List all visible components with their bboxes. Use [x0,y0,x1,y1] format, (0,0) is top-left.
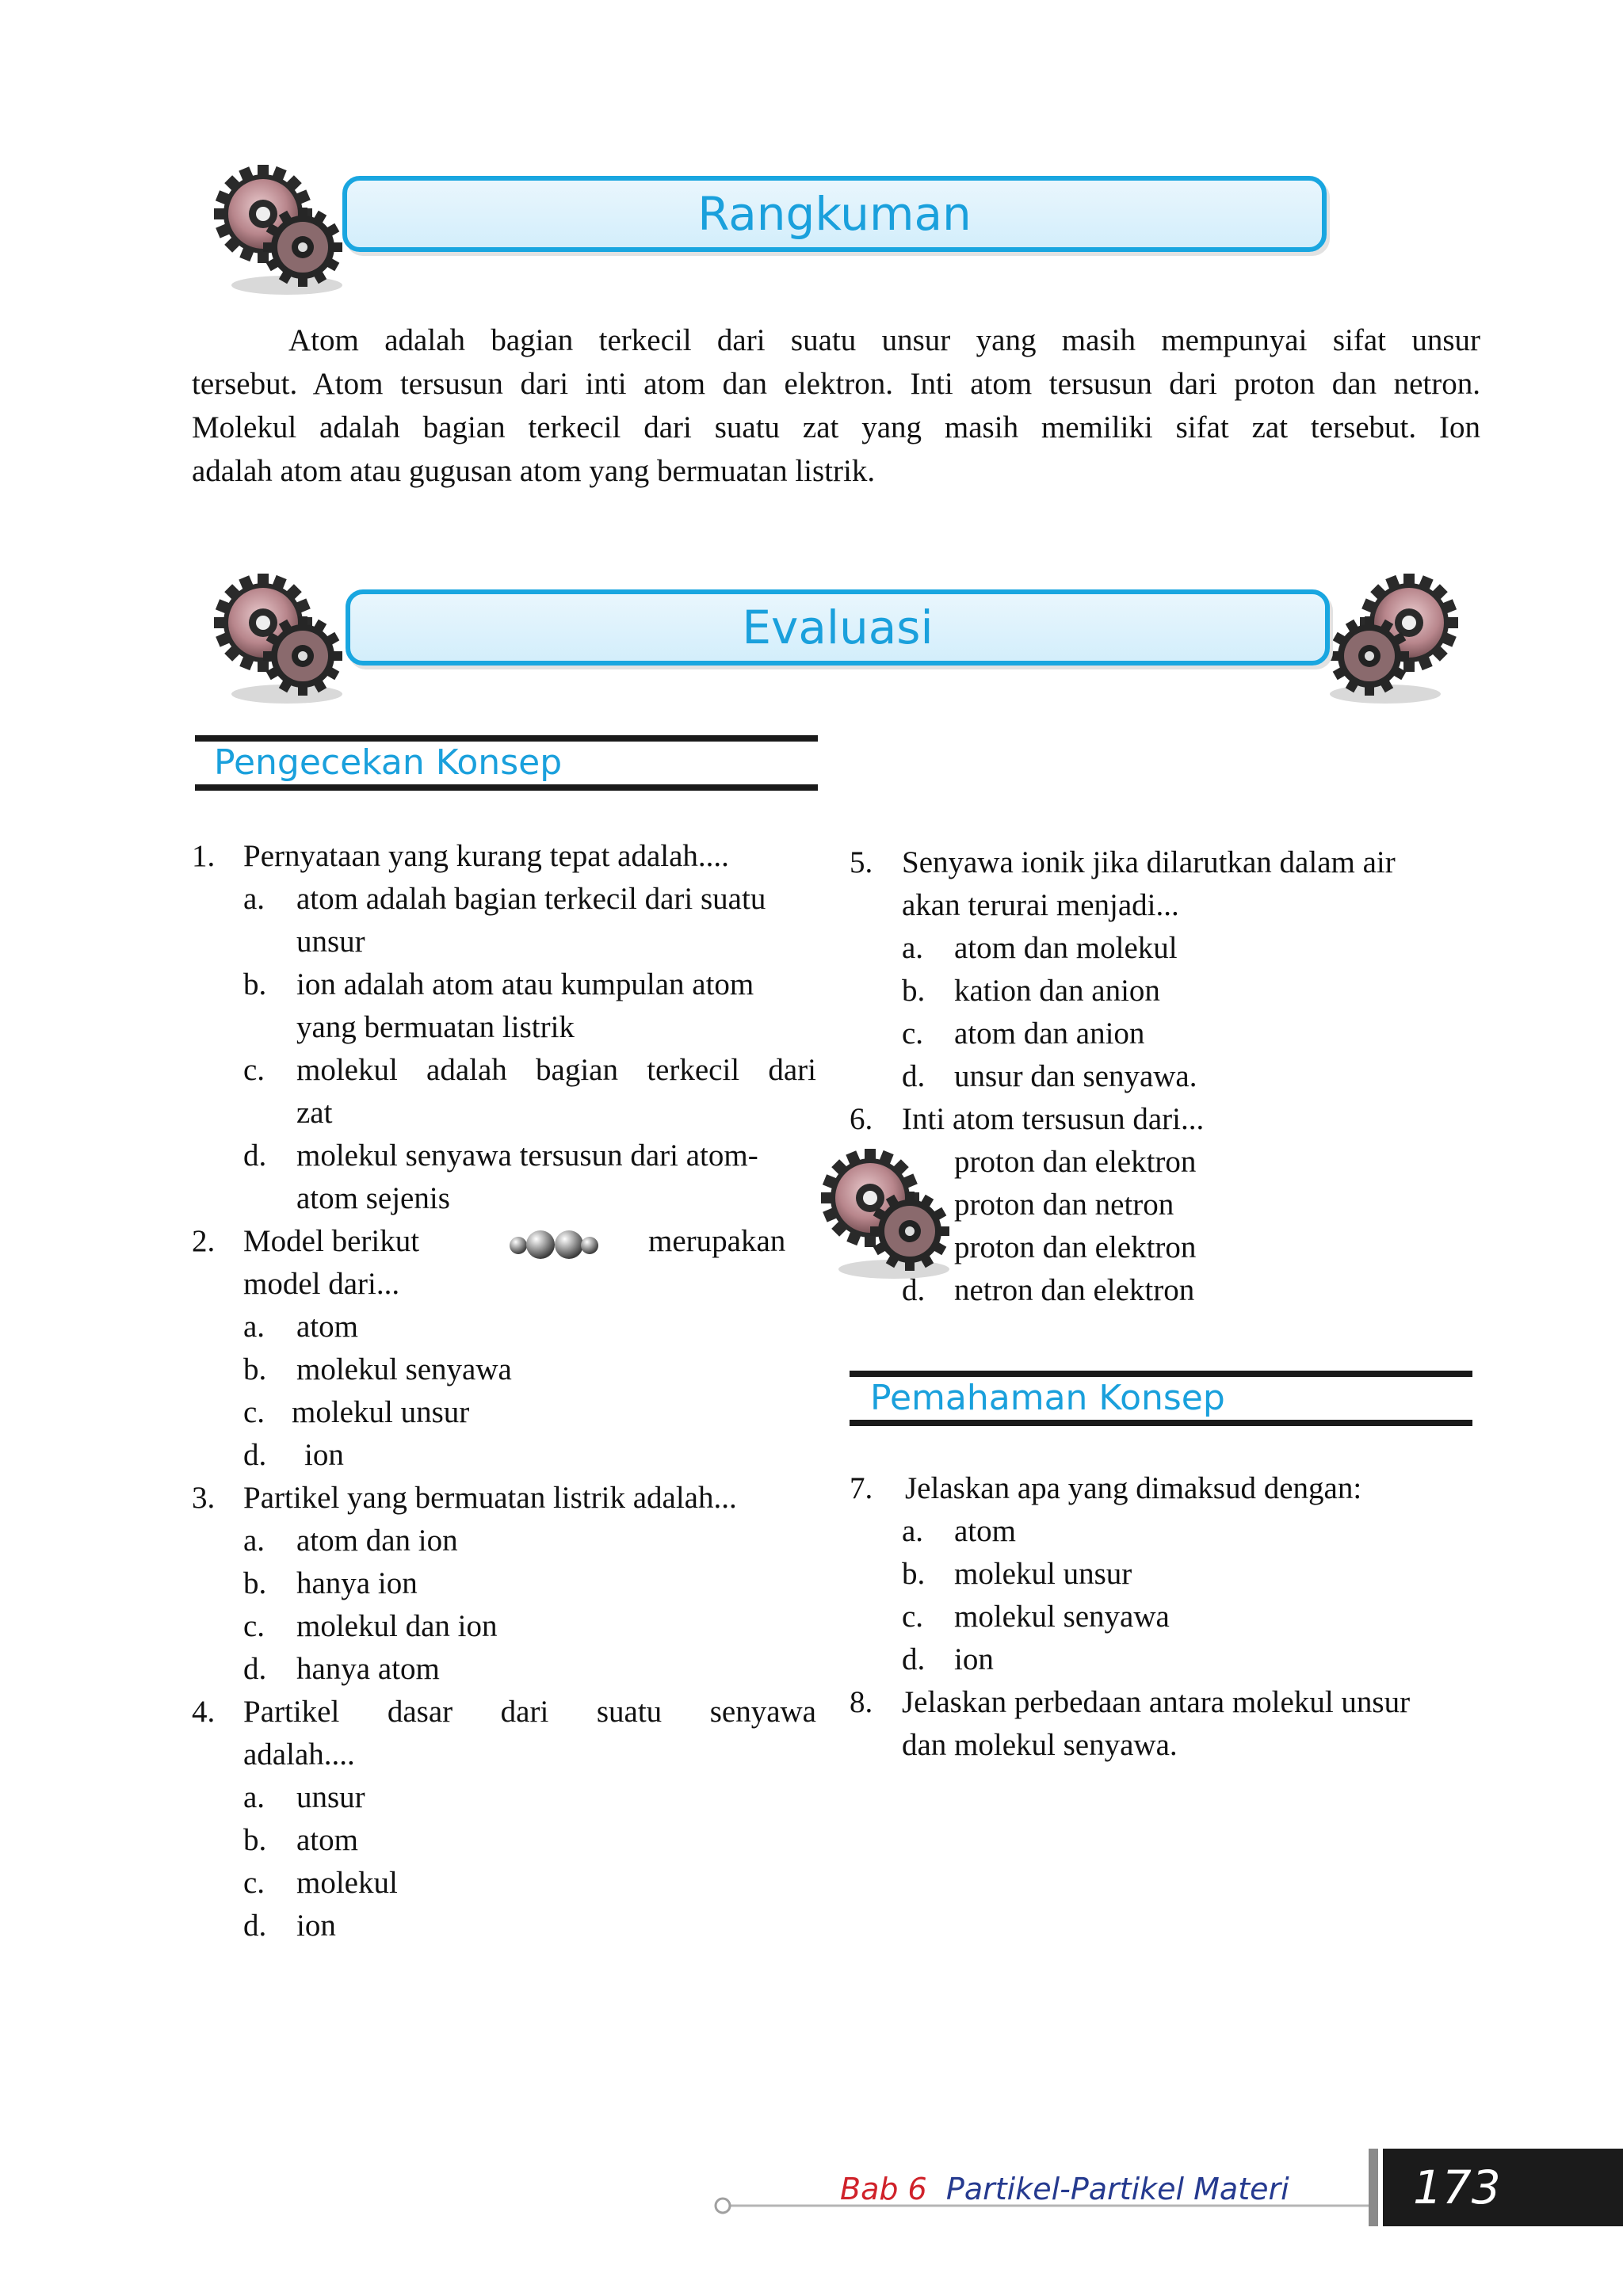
q1-option-c-letter: c. [243,1053,265,1087]
q5-option-b-text: kation dan anion [954,974,1160,1008]
q2-option-d-text: ion [304,1438,344,1472]
footer-bab: Bab 6 [840,2172,927,2206]
q5-option-c-letter: c. [902,1016,924,1051]
pemahaman-konsep-heading [850,1371,1472,1426]
page-number: 173 [1413,2161,1501,2214]
footer-chapter [840,2167,1289,2211]
q2-option-d-letter: d. [243,1438,267,1472]
rangkuman-line-1: Atom adalah bagian terkecil dari suatu unsur yang masih mempunyai sifat unsur [288,323,1480,357]
q6-option-a-text: proton dan elektron [954,1145,1197,1179]
q4-text-1: Partikel dasar dari suatu senyawa [243,1695,816,1729]
rangkuman-line-4: adalah atom atau gugusan atom yang bermuatan listrik. [192,454,876,488]
q7-option-b-text: molekul unsur [954,1557,1132,1591]
q2-option-b-text: molekul senyawa [296,1352,512,1386]
gear-icon [214,567,357,710]
q4-option-a-letter: a. [243,1780,265,1814]
q5-text-1: Senyawa ionik jika dilarutkan dalam air [902,845,1396,879]
q4-option-b-letter: b. [243,1823,267,1857]
q5-number: 5. [850,845,873,879]
q4-number: 4. [192,1695,216,1729]
q3-option-a-letter: a. [243,1524,265,1558]
gear-icon [214,158,357,301]
q2-option-c-letter: c. [243,1395,265,1429]
q8-number: 8. [850,1685,873,1719]
pengecekan-konsep-heading [195,735,818,791]
footer-chapter-title: Partikel-Partikel Materi [945,2172,1289,2206]
q7-option-d-letter: d. [902,1642,926,1676]
q5-option-c-text: atom dan anion [954,1016,1145,1051]
q2-option-a-letter: a. [243,1310,265,1344]
q8-text-1: Jelaskan perbedaan antara molekul unsur [902,1685,1411,1719]
q4-option-c-text: molekul [296,1866,398,1900]
q5-text-2: akan terurai menjadi... [902,888,1179,922]
rangkuman-line-2: tersebut. Atom tersusun dari inti atom dan elektron. Inti atom tersusun dari proton dan netron. [192,367,1480,401]
q7-option-a-text: atom [954,1514,1016,1548]
q1-option-c-text-1: molekul adalah bagian terkecil dari [296,1053,816,1087]
q5-option-b-letter: b. [902,974,926,1008]
q2-option-b-letter: b. [243,1352,267,1386]
q5-option-a-letter: a. [902,931,924,965]
q7-option-c-text: molekul senyawa [954,1600,1170,1634]
q5-option-d-text: unsur dan senyawa. [954,1059,1197,1093]
rangkuman-banner [342,176,1327,252]
q1-option-d-text-2: atom sejenis [296,1181,450,1215]
q7-option-a-letter: a. [902,1514,924,1548]
q1-option-b-text-2: yang bermuatan listrik [296,1010,575,1044]
q6-option-c-text: proton dan elektron [954,1230,1197,1264]
q7-option-d-text: ion [954,1642,994,1676]
q2-text-2: model dari... [243,1267,400,1301]
q3-text: Partikel yang bermuatan listrik adalah... [243,1481,737,1515]
q6-number: 6. [850,1102,873,1136]
q1-option-a-text-1: atom adalah bagian terkecil dari suatu [296,882,766,916]
q3-option-a-text: atom dan ion [296,1524,458,1558]
q2-option-a-text: atom [296,1310,358,1344]
gear-icon [1316,567,1458,710]
q6-option-d-text: netron dan elektron [954,1273,1195,1307]
q1-option-d-text-1: molekul senyawa tersusun dari atom- [296,1138,758,1173]
q3-option-c-letter: c. [243,1609,265,1643]
q2-number: 2. [192,1224,216,1258]
q3-number: 3. [192,1481,216,1515]
q6-text: Inti atom tersusun dari... [902,1102,1205,1136]
q2-text-1b: merupakan [648,1224,786,1258]
q1-option-a-text-2: unsur [296,925,365,959]
q6-option-d-letter: d. [902,1273,926,1307]
q7-option-b-letter: b. [902,1557,926,1591]
rangkuman-paragraph [192,318,1480,493]
q2-text-1a: Model berikut [243,1224,420,1258]
q1-option-a-letter: a. [243,882,265,916]
q3-option-b-letter: b. [243,1566,267,1600]
q8-text-2: dan molekul senyawa. [902,1728,1178,1762]
q4-option-c-letter: c. [243,1866,265,1900]
gear-icon [821,1142,964,1285]
q4-text-2: adalah.... [243,1737,355,1772]
q4-option-b-text: atom [296,1823,358,1857]
q1-option-b-letter: b. [243,967,267,1001]
q1-option-b-text-1: ion adalah atom atau kumpulan atom [296,967,754,1001]
q4-option-a-text: unsur [296,1780,365,1814]
molecule-icon [507,1226,602,1263]
rangkuman-title: Rangkuman [697,187,972,241]
pengecekan-konsep-label: Pengecekan Konsep [214,742,563,783]
q5-option-d-letter: d. [902,1059,926,1093]
q1-number: 1. [192,839,216,873]
q2-option-c-text: molekul unsur [292,1395,470,1429]
q1-option-c-text-2: zat [296,1096,333,1130]
q4-option-d-text: ion [296,1909,336,1943]
q1-text: Pernyataan yang kurang tepat adalah.... [243,839,729,873]
q1-option-d-letter: d. [243,1138,267,1173]
pemahaman-konsep-label: Pemahaman Konsep [870,1378,1225,1418]
q4-option-d-letter: d. [243,1909,267,1943]
q3-option-d-text: hanya atom [296,1652,440,1686]
q5-option-a-text: atom dan molekul [954,931,1178,965]
evaluasi-title: Evaluasi [742,601,934,654]
q3-option-c-text: molekul dan ion [296,1609,498,1643]
rangkuman-line-3: Molekul adalah bagian terkecil dari suatu zat yang masih memiliki sifat zat tersebut. Ion [192,410,1480,444]
q7-text: Jelaskan apa yang dimaksud dengan: [905,1471,1362,1505]
page-number-box [1383,2149,1623,2226]
q6-option-b-text: proton dan netron [954,1188,1174,1222]
q3-option-d-letter: d. [243,1652,267,1686]
q7-option-c-letter: c. [902,1600,924,1634]
q7-number: 7. [850,1471,873,1505]
q3-option-b-text: hanya ion [296,1566,418,1600]
evaluasi-banner [346,589,1330,666]
